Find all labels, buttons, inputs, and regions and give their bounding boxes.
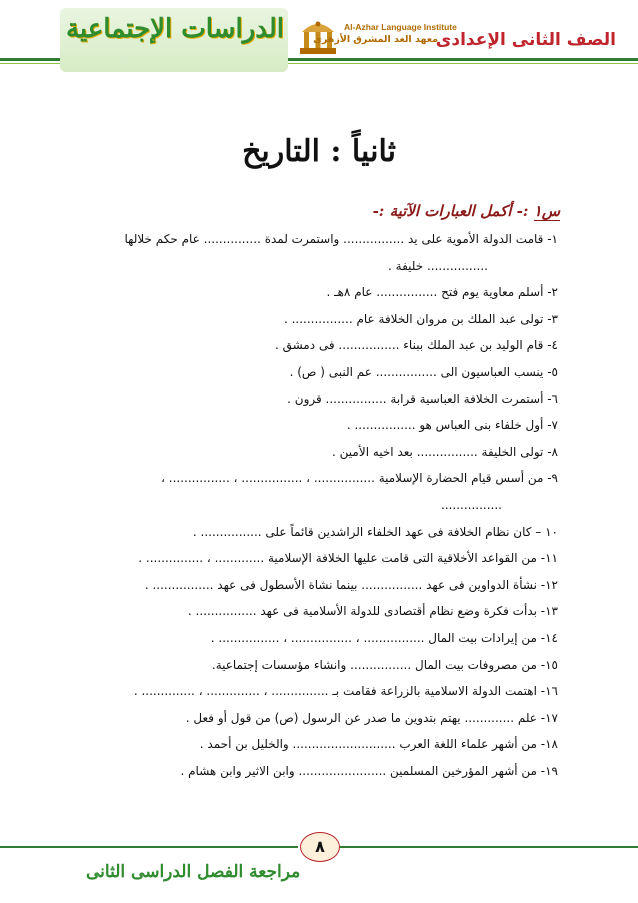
question-item-continuation: ................: [440, 497, 502, 512]
question-label: س١: [533, 202, 560, 220]
page-header: [0, 0, 638, 100]
subject-title: الدراسات الإجتماعية: [65, 14, 285, 44]
question-item: ١٤- من إيرادات بيت المال ................ ، ................ ، ................ .: [210, 630, 558, 645]
question-item: ١٨- من أشهر علماء اللغة العرب ........................... والخليل بن أحمد .: [199, 737, 558, 752]
question-item: ١٧- علم ............. يهتم بتدوين ما صدر عن الرسول (ص) من قول أو فعل .: [185, 710, 558, 725]
question-title: [373, 202, 560, 220]
question-item: ١٠ – كان نظام الخلافة فى عهد الخلفاء الراشدين قائماً على ................ .: [192, 524, 558, 539]
question-item: ٦- أستمرت الخلافة العباسية قرابة ................ قرون .: [287, 391, 558, 406]
question-item: ٧- أول خلفاء بنى العباس هو ................ .: [346, 418, 558, 433]
question-item: ١٢- نشأة الدواوين فى عهد ................ بينما نشاة الأسطول فى عهد ................ .: [144, 577, 558, 592]
question-item: ١٩- من أشهر المؤرخين المسلمين ....................... وابن الاثير وابن هشام .: [180, 763, 558, 778]
section-title: ثانياً : التاريخ: [242, 134, 396, 169]
page-number: ٨: [300, 832, 340, 862]
question-item: ٤- قام الوليد بن عبد الملك ببناء ................ فى دمشق .: [274, 338, 558, 353]
question-items: [53, 226, 558, 784]
question-item: ١١- من القواعد الأخلاقية التى قامت عليها الخلافة الإسلامية ............. ، ............... .: [138, 551, 558, 566]
question-item: ٥- ينسب العباسيون الى ................ عم النبى ( ص) .: [289, 364, 558, 379]
question-item: ١- قامت الدولة الأموية على يد ................ واستمرت لمدة ............... عام حكم خلالها: [124, 232, 558, 246]
grade-label: الصف الثانى الإعدادى: [435, 30, 616, 50]
question-instruction: :- أكمل العبارات الآتية :-: [372, 202, 534, 220]
question-item: ١٥- من مصروفات بيت المال ................ وانشاء مؤسسات إجتماعية.: [211, 657, 558, 672]
institute-name-english: Al-Azhar Language Institute: [344, 22, 457, 32]
question-item: ٣- تولى عبد الملك بن مروان الخلافة عام ................ .: [283, 311, 558, 326]
question-item: ٩- من أسس قيام الحضارة الإسلامية ................ ، ................ ، ................ ،: [161, 471, 558, 486]
question-item: ٨- تولى الخليفة ................ بعد اخيه الأمين .: [332, 444, 558, 459]
question-item: ١٦- اهتمت الدولة الاسلامية بالزراعة فقامت بـ ............... ، .............. ، .............. .: [133, 684, 558, 699]
footer-rule-left: [0, 846, 298, 848]
question-item: ٢- أسلم معاوية يوم فتح ................ عام ٨هـ .: [326, 285, 558, 300]
question-item-continuation: ................ خليفة .: [388, 258, 488, 273]
footer-title: مراجعة الفصل الدراسى الثانى: [86, 862, 301, 882]
footer-rule-right: [340, 846, 638, 848]
question-item: ١٣- بدأت فكرة وضع نظام أقتصادى للدولة الأسلامية فى عهد ................ .: [187, 604, 558, 619]
institute-name-arabic: معهد الغد المشرق الأزهرى: [313, 34, 438, 45]
